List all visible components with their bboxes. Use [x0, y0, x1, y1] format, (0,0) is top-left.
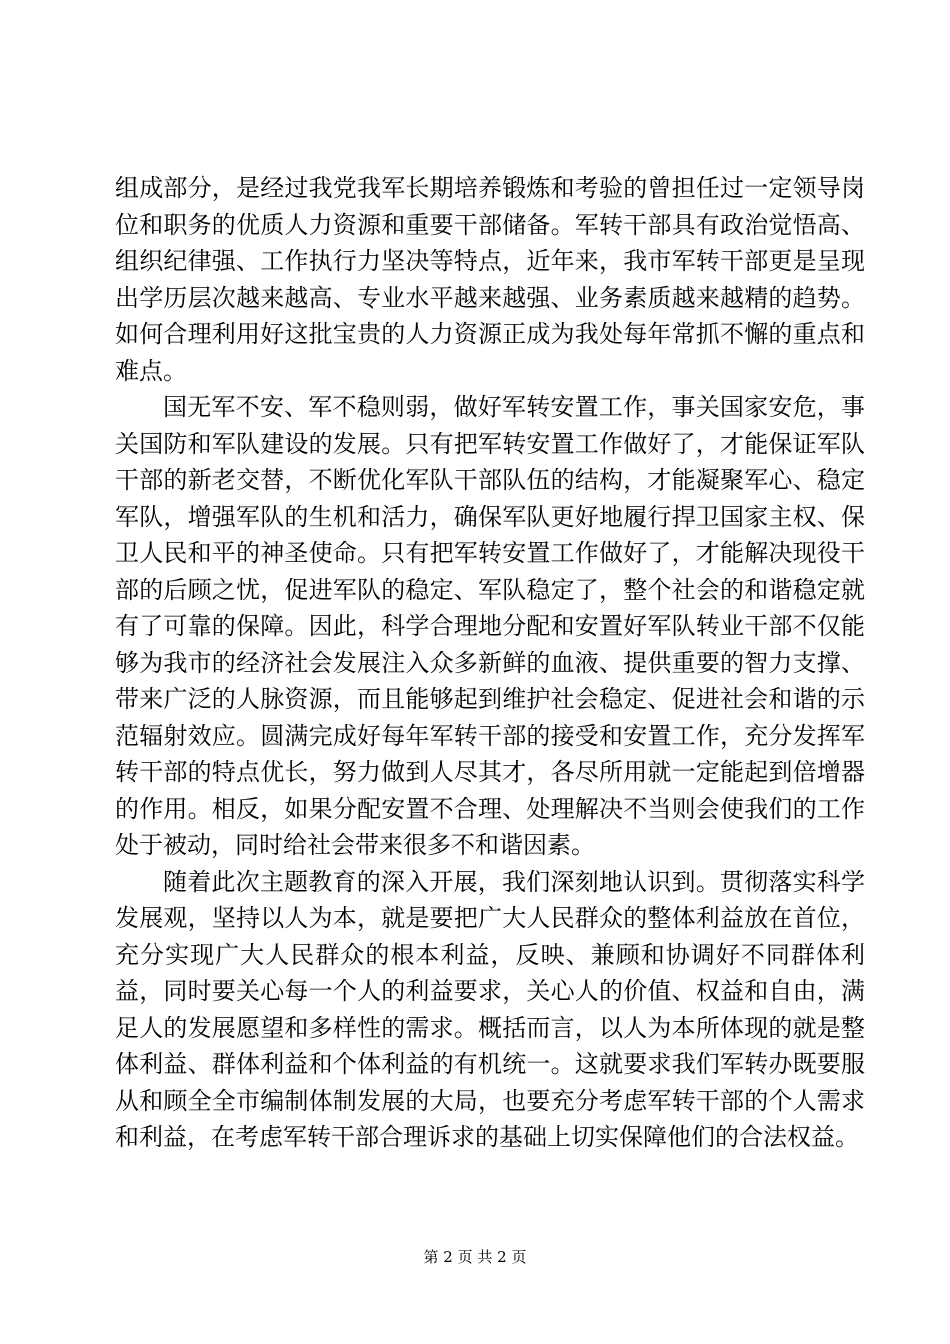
document-body [115, 170, 865, 1156]
paragraph-people-oriented: 随着此次主题教育的深入开展，我们深刻地认识到。贯彻落实科学发展观，坚持以人为本，就是要把广大人民群众的整体利益放在首位，充分实现广大人民群众的根本利益，反映、兼顾和协调好不同群体利益，同时要关心每一个人的利益要求，关心人的价值、权益和自由，满足人的发展愿望和多样性的需求。概括而言，以人为本所体现的就是整体利益、群体利益和个体利益的有机统一。这就要求我们军转办既要服从和顾全全市编制体制发展的大局，也要充分考虑军转干部的个人需求和利益，在考虑军转干部合理诉求的基础上切实保障他们的合法权益。 [115, 867, 865, 1151]
paragraph-military-resettlement: 国无军不安、军不稳则弱，做好军转安置工作，事关国家安危，事关国防和军队建设的发展。只有把军转安置工作做好了，才能保证军队干部的新老交替，不断优化军队干部队伍的结构，才能凝聚军心、稳定军队，增强军队的生机和活力，确保军队更好地履行捍卫国家主权、保卫人民和平的神圣使命。只有把军转安置工作做好了，才能解决现役干部的后顾之忧，促进军队的稳定、军队稳定了，整个社会的和谐稳定就有了可靠的保障。因此，科学合理地分配和安置好军队转业干部不仅能够为我市的经济社会发展注入众多新鲜的血液、提供重要的智力支撑、带来广泛的人脉资源，而且能够起到维护社会稳定、促进社会和谐的示范辐射效应。圆满完成好每年军转干部的接受和安置工作，充分发挥军转干部的特点优长，努力做到人尽其才，各尽所用就一定能起到倍增器的作用。相反，如果分配安置不合理、处理解决不当则会使我们的工作处于被动，同时给社会带来很多不和谐因素。 [115, 393, 865, 859]
page-footer: 第 2 页 共 2 页 [423, 1248, 527, 1266]
paragraph-continuation: 组成部分，是经过我党我军长期培养锻炼和考验的曾担任过一定领导岗位和职务的优质人力资源和重要干部储备。军转干部具有政治觉悟高、组织纪律强、工作执行力坚决等特点，近年来，我市军转干部更是呈现出学历层次越来越高、专业水平越来越强、业务素质越来越精的趋势。如何合理利用好这批宝贵的人力资源正成为我处每年常抓不懈的重点和难点。 [115, 174, 865, 385]
